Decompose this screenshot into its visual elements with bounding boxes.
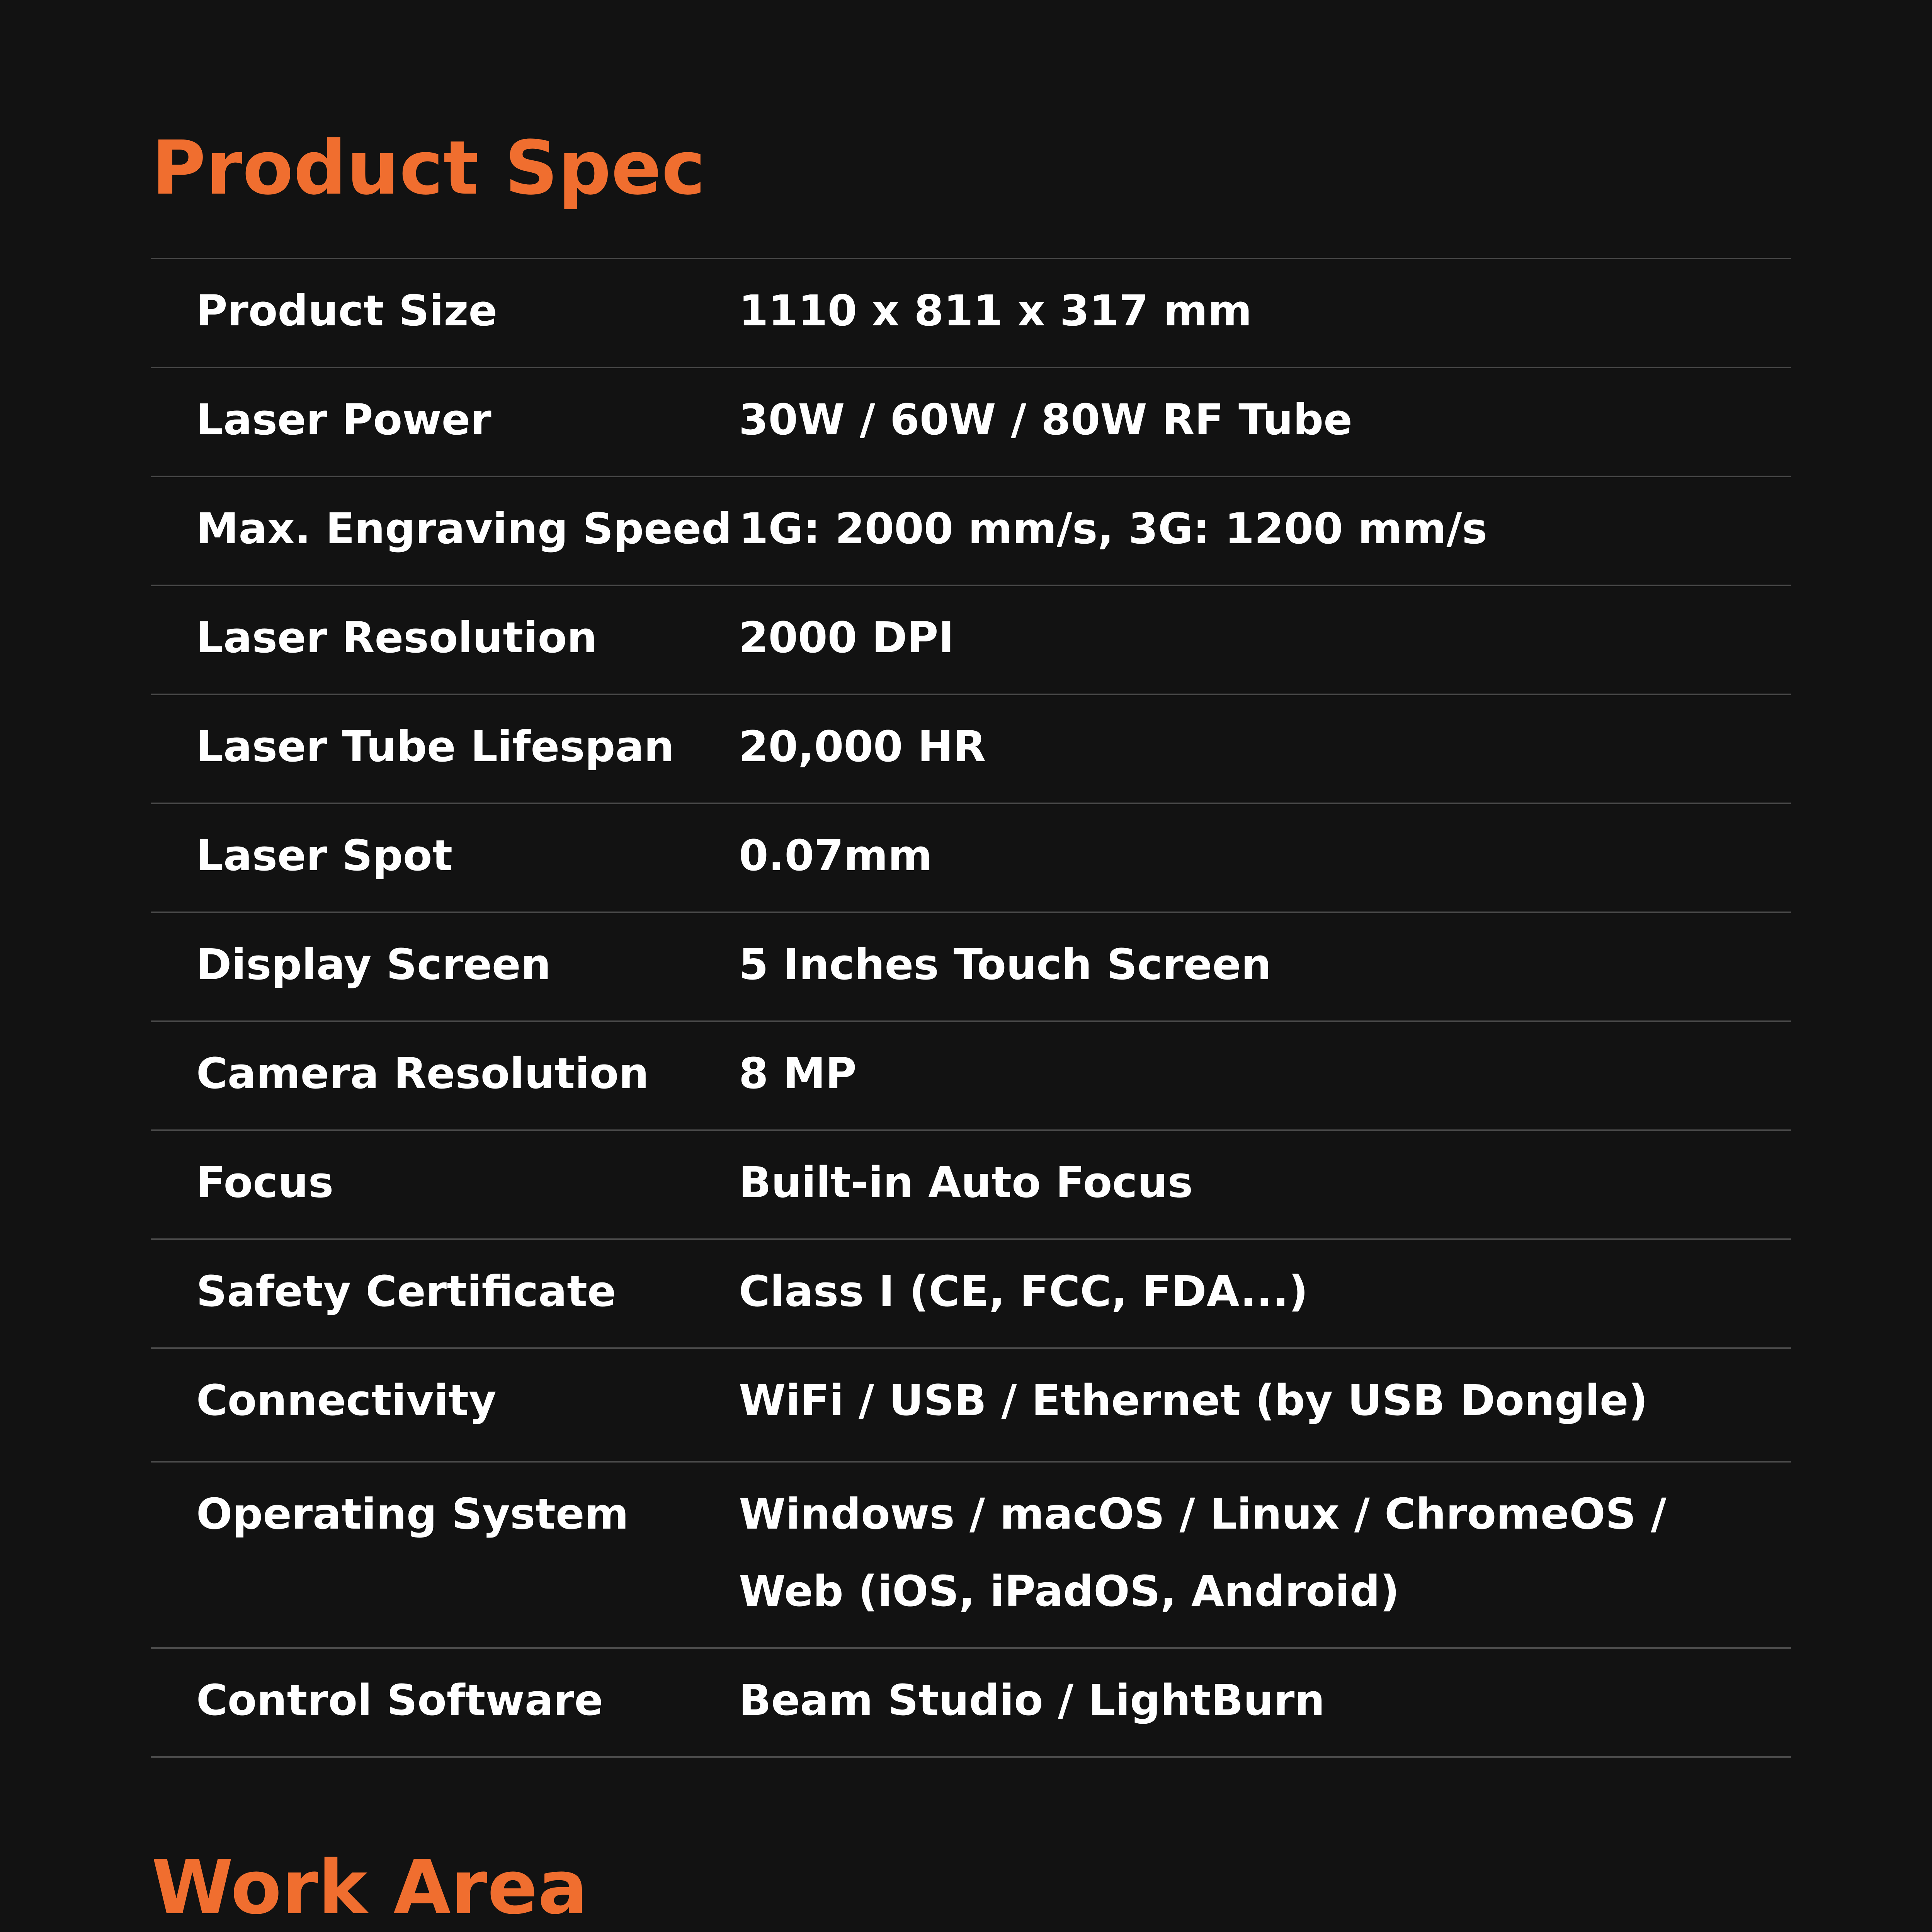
spec-label: Max. Engraving Speed bbox=[196, 504, 732, 553]
spec-value bbox=[739, 831, 932, 880]
spec-label: Laser Tube Lifespan bbox=[196, 722, 674, 771]
spec-value-line: WiFi / USB / Ethernet (by USB Dongle) bbox=[739, 1376, 1648, 1425]
spec-value-line: 20,000 HR bbox=[739, 722, 986, 771]
spec-label: Operating System bbox=[196, 1489, 629, 1539]
spec-value bbox=[739, 1267, 1308, 1316]
spec-value-line: Class I (CE, FCC, FDA...) bbox=[739, 1267, 1308, 1316]
spec-value bbox=[739, 1158, 1193, 1207]
spec-row-laser-power bbox=[151, 368, 1791, 476]
spec-label: Product Size bbox=[196, 286, 498, 335]
spec-value-line: 1110 x 811 x 317 mm bbox=[739, 286, 1252, 335]
spec-label: Laser Resolution bbox=[196, 613, 597, 662]
spec-value bbox=[739, 286, 1252, 335]
spec-value-line: Built-in Auto Focus bbox=[739, 1158, 1193, 1207]
spec-row-laser-tube-lifespan bbox=[151, 695, 1791, 803]
spec-label: Laser Spot bbox=[196, 831, 453, 880]
spec-row-operating-system bbox=[151, 1463, 1791, 1647]
spec-value-line: 1G: 2000 mm/s, 3G: 1200 mm/s bbox=[739, 504, 1487, 553]
work-area-title: Work Area bbox=[151, 1845, 588, 1931]
spec-label: Camera Resolution bbox=[196, 1049, 649, 1098]
spec-label: Connectivity bbox=[196, 1376, 497, 1425]
spec-row-laser-spot bbox=[151, 804, 1791, 912]
product-spec-title: Product Spec bbox=[151, 125, 706, 211]
spec-value-line: 2000 DPI bbox=[739, 613, 954, 662]
spec-value bbox=[739, 1489, 1667, 1616]
spec-label: Laser Power bbox=[196, 395, 492, 444]
spec-value bbox=[739, 1049, 857, 1098]
spec-value bbox=[739, 504, 1487, 553]
spec-label: Safety Certificate bbox=[196, 1267, 616, 1316]
spec-value-line: Web (iOS, iPadOS, Android) bbox=[739, 1566, 1400, 1616]
spec-value-line: 30W / 60W / 80W RF Tube bbox=[739, 395, 1352, 444]
spec-table bbox=[151, 258, 1791, 1758]
spec-label: Focus bbox=[196, 1158, 334, 1207]
spec-value-line: Beam Studio / LightBurn bbox=[739, 1675, 1325, 1725]
spec-value-line: 8 MP bbox=[739, 1049, 857, 1098]
divider bbox=[151, 1756, 1791, 1758]
spec-row-camera-resolution bbox=[151, 1022, 1791, 1129]
spec-row-focus bbox=[151, 1131, 1791, 1238]
spec-value-line: 0.07mm bbox=[739, 831, 932, 880]
spec-value bbox=[739, 940, 1272, 989]
spec-label: Display Screen bbox=[196, 940, 551, 989]
spec-value bbox=[739, 722, 986, 771]
spec-row-control-software bbox=[151, 1649, 1791, 1756]
spec-value-line: 5 Inches Touch Screen bbox=[739, 940, 1272, 989]
spec-value bbox=[739, 1675, 1325, 1725]
spec-label: Control Software bbox=[196, 1675, 603, 1725]
spec-value bbox=[739, 1376, 1648, 1425]
spec-value-line: Windows / macOS / Linux / ChromeOS / bbox=[739, 1489, 1667, 1539]
spec-row-display-screen bbox=[151, 913, 1791, 1020]
spec-row-laser-resolution bbox=[151, 586, 1791, 694]
spec-value bbox=[739, 395, 1352, 444]
spec-row-max-engraving-speed bbox=[151, 477, 1791, 585]
spec-row-connectivity bbox=[151, 1349, 1791, 1461]
spec-value bbox=[739, 613, 954, 662]
spec-row-safety-certificate bbox=[151, 1240, 1791, 1347]
spec-row-product-size bbox=[151, 259, 1791, 367]
